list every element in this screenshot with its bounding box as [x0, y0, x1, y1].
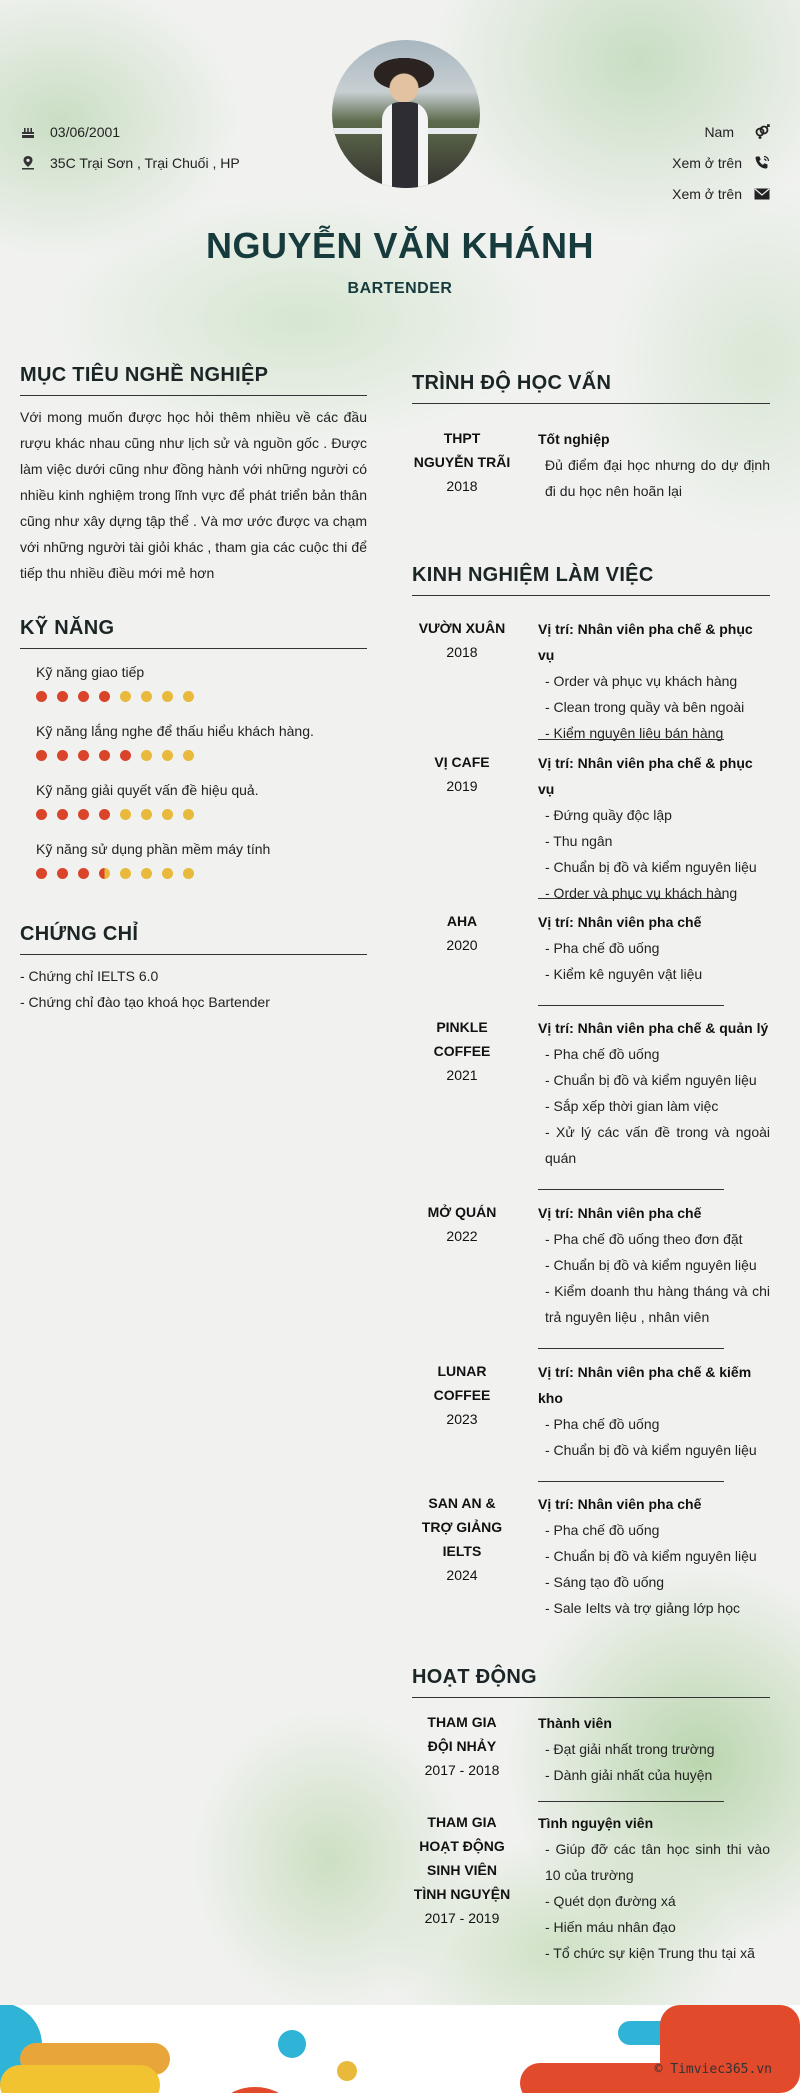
skill-dot — [36, 868, 47, 879]
skill-dot — [57, 691, 68, 702]
experience-org — [412, 1491, 512, 1587]
skill-dot — [141, 750, 152, 761]
education-status: Tốt nghiệp — [538, 431, 610, 447]
skill-dot — [78, 691, 89, 702]
certificate-item: - Chứng chỉ IELTS 6.0 — [20, 968, 159, 984]
experience-role: Vị trí: Nhân viên pha chế & kiếm kho — [538, 1364, 752, 1406]
experience-item: - Order và phục vụ khách hàng — [545, 885, 738, 901]
entry-separator — [538, 1481, 724, 1482]
phone-text: Xem ở trên — [672, 155, 742, 171]
cake-icon — [20, 124, 36, 140]
entry-separator — [538, 1189, 724, 1190]
skill-dot — [120, 868, 131, 879]
skill-rating — [36, 868, 194, 879]
skill-dot — [99, 809, 110, 820]
experience-item: - Kiểm nguyên liệu bán hàng — [545, 725, 724, 741]
skill-dot — [162, 809, 173, 820]
dob-text: 03/06/2001 — [50, 124, 121, 140]
experience-org-line: MỞ QUÁN — [427, 1204, 497, 1220]
skill-name: Kỹ năng lắng nghe để thấu hiểu khách hàng. — [36, 723, 314, 739]
skill-dot — [183, 750, 194, 761]
experience-item: - Order và phục vụ khách hàng — [545, 673, 738, 689]
skill-dot — [120, 750, 131, 761]
education-item: Đủ điểm đại học nhưng do dự định đi du học nên hoãn lại — [545, 457, 770, 499]
activities-item: - Giúp đỡ các tân học sinh thi vào 10 của trường — [545, 1841, 770, 1883]
experience-org-line: COFFEE — [433, 1387, 491, 1403]
experience-org — [412, 1200, 512, 1248]
skill-dot — [162, 750, 173, 761]
activities-item: - Dành giải nhất của huyện — [545, 1767, 713, 1783]
experience-role: Vị trí: Nhân viên pha chế & phục vụ — [538, 621, 753, 663]
experience-item: - Pha chế đồ uống theo đơn đặt — [545, 1231, 743, 1247]
experience-role: Vị trí: Nhân viên pha chế — [538, 1205, 702, 1221]
experience-item: - Sắp xếp thời gian làm việc — [545, 1098, 719, 1114]
experience-item: - Xử lý các vấn đề trong và ngoài quán — [545, 1124, 770, 1166]
skill-dot — [36, 809, 47, 820]
activities-org-line: SINH VIÊN — [426, 1862, 497, 1878]
experience-org — [412, 1359, 512, 1431]
activities-item: - Đạt giải nhất trong trường — [545, 1741, 715, 1757]
entry-separator — [538, 1005, 724, 1006]
experience-item: - Pha chế đồ uống — [545, 1046, 660, 1062]
activities-desc — [538, 1810, 770, 1966]
activities-item: - Tổ chức sự kiện Trung thu tại xã — [545, 1945, 755, 1961]
skill-dot — [36, 691, 47, 702]
footer-decoration — [0, 2005, 800, 2093]
activities-item: - Hiến máu nhân đạo — [545, 1919, 676, 1935]
skill-dot — [57, 750, 68, 761]
objective-text: Với mong muốn được học hỏi thêm nhiều về các đầu rượu khác nhau cũng như lịch sử và nguồn gốc . Được làm việc dưới cũng như đồng hành với những người có nhiều kinh nghiệm trong lĩnh vực để phát triển bản thân cũng như xây dựng tập thể . Và mơ ước được va chạm với những người tài giỏi khác , tham gia các cuộc thi để tiếp thu nhiều điều mới mẻ hơn — [20, 409, 367, 581]
experience-role: Vị trí: Nhân viên pha chế — [538, 914, 702, 930]
experience-org — [412, 750, 512, 798]
activities-heading: HOẠT ĐỘNG — [412, 1666, 770, 1698]
experience-desc — [538, 750, 770, 906]
activities-org — [412, 1810, 512, 1930]
school-name — [412, 426, 512, 498]
experience-org — [412, 909, 512, 957]
skill-dot — [141, 691, 152, 702]
experience-year: 2020 — [446, 937, 478, 953]
skill-dot — [120, 691, 131, 702]
education-desc — [538, 426, 770, 504]
experience-item: - Chuẩn bị đồ và kiểm nguyên liệu — [545, 1548, 757, 1564]
skill-dot — [57, 809, 68, 820]
activities-org — [412, 1710, 512, 1782]
experience-item: - Sale Ielts và trợ giảng lớp học — [545, 1600, 741, 1616]
experience-org-line: IELTS — [442, 1543, 482, 1559]
experience-year: 2023 — [446, 1411, 478, 1427]
activities-desc — [538, 1710, 770, 1788]
experience-org-line: AHA — [446, 913, 478, 929]
gender-row — [704, 124, 770, 140]
email-row — [672, 186, 770, 202]
experience-org-line: COFFEE — [433, 1043, 491, 1059]
experience-org-line: SAN AN & — [428, 1495, 496, 1511]
skill-dot — [162, 868, 173, 879]
skill-dot — [78, 809, 89, 820]
gender-icon — [754, 124, 770, 140]
experience-item: - Chuẩn bị đồ và kiểm nguyên liệu — [545, 859, 757, 875]
experience-role: Vị trí: Nhân viên pha chế & quản lý — [538, 1020, 769, 1036]
experience-item: - Thu ngân — [545, 833, 613, 849]
education-heading: TRÌNH ĐỘ HỌC VẤN — [412, 372, 770, 404]
experience-desc — [538, 1200, 770, 1330]
experience-item: - Kiểm kê nguyên vật liệu — [545, 966, 703, 982]
experience-item: - Pha chế đồ uống — [545, 940, 660, 956]
skill-name: Kỹ năng sử dụng phần mềm máy tính — [36, 841, 271, 857]
experience-year: 2022 — [446, 1228, 478, 1244]
experience-heading: KINH NGHIỆM LÀM VIỆC — [412, 564, 770, 596]
experience-year: 2024 — [446, 1567, 478, 1583]
skill-dot — [183, 868, 194, 879]
experience-item: - Chuẩn bị đồ và kiểm nguyên liệu — [545, 1442, 757, 1458]
entry-separator — [538, 1348, 724, 1349]
experience-item: - Sáng tạo đồ uống — [545, 1574, 665, 1590]
skill-dot — [99, 691, 110, 702]
skill-rating — [36, 691, 194, 702]
address-row — [20, 155, 240, 171]
experience-desc — [538, 616, 770, 746]
phone-row — [672, 155, 770, 171]
school-year: 2018 — [446, 478, 478, 494]
activities-item: - Quét dọn đường xá — [545, 1893, 676, 1909]
activities-org-line: HOẠT ĐỘNG — [419, 1838, 505, 1854]
experience-item: - Kiểm doanh thu hàng tháng và chi trả nguyên liệu , nhân viên — [545, 1283, 770, 1325]
phone-icon — [754, 155, 770, 171]
entry-separator — [538, 739, 724, 740]
experience-item: - Chuẩn bị đồ và kiểm nguyên liệu — [545, 1257, 757, 1273]
dob-row — [20, 124, 120, 140]
address-text: 35C Trại Sơn , Trại Chuối , HP — [50, 155, 240, 171]
skill-rating — [36, 809, 194, 820]
skill-dot — [78, 750, 89, 761]
experience-year: 2018 — [446, 644, 478, 660]
experience-year: 2021 — [446, 1067, 478, 1083]
experience-desc — [538, 1491, 770, 1621]
experience-org-line: VỊ CAFE — [434, 754, 490, 770]
entry-separator — [538, 898, 724, 899]
experience-org-line: LUNAR — [437, 1363, 487, 1379]
profile-photo — [332, 40, 480, 188]
experience-desc — [538, 909, 770, 987]
certificates-heading: CHỨNG CHỈ — [20, 923, 367, 955]
experience-role: Vị trí: Nhân viên pha chế & phục vụ — [538, 755, 753, 797]
experience-item: - Đứng quầy độc lập — [545, 807, 672, 823]
activities-org-line: THAM GIA — [427, 1714, 497, 1730]
job-title: BARTENDER — [347, 280, 453, 297]
experience-org-line: VƯỜN XUÂN — [418, 620, 506, 636]
experience-org — [412, 616, 512, 664]
skill-dot — [141, 868, 152, 879]
skill-dot — [183, 809, 194, 820]
experience-org — [412, 1015, 512, 1087]
entry-separator — [538, 1801, 724, 1802]
experience-role: Vị trí: Nhân viên pha chế — [538, 1496, 702, 1512]
objective-heading: MỤC TIÊU NGHỀ NGHIỆP — [20, 364, 367, 396]
skill-name: Kỹ năng giải quyết vấn đề hiệu quả. — [36, 782, 259, 798]
experience-item: - Clean trong quầy và bên ngoài — [545, 699, 745, 715]
skill-dot — [183, 691, 194, 702]
experience-item: - Chuẩn bị đồ và kiểm nguyên liệu — [545, 1072, 757, 1088]
activities-role: Thành viên — [538, 1715, 612, 1731]
certificate-item: - Chứng chỉ đào tạo khoá học Bartender — [20, 994, 270, 1010]
skill-name: Kỹ năng giao tiếp — [36, 664, 145, 680]
location-pin-icon — [20, 155, 36, 171]
experience-item: - Pha chế đồ uống — [545, 1522, 660, 1538]
school-line: THPT — [443, 430, 481, 446]
experience-item: - Pha chế đồ uống — [545, 1416, 660, 1432]
email-text: Xem ở trên — [672, 186, 742, 202]
experience-desc — [538, 1015, 770, 1171]
experience-org-line: PINKLE — [436, 1019, 488, 1035]
watermark: © Timviec365.vn — [654, 2062, 772, 2077]
skills-heading: KỸ NĂNG — [20, 617, 367, 649]
activities-year: 2017 - 2019 — [424, 1910, 500, 1926]
activities-year: 2017 - 2018 — [424, 1762, 500, 1778]
experience-org-line: TRỢ GIẢNG — [421, 1519, 503, 1535]
activities-org-line: ĐỘI NHẢY — [427, 1738, 497, 1754]
skill-dot — [141, 809, 152, 820]
skill-dot — [99, 750, 110, 761]
activities-role: Tình nguyện viên — [538, 1815, 654, 1831]
skill-dot — [162, 691, 173, 702]
skill-dot — [120, 809, 131, 820]
skill-rating — [36, 750, 194, 761]
experience-year: 2019 — [446, 778, 478, 794]
skill-dot — [57, 868, 68, 879]
skill-dot — [36, 750, 47, 761]
candidate-name: NGUYỄN VĂN KHÁNH — [205, 225, 595, 266]
school-line: NGUYỄN TRÃI — [413, 454, 511, 470]
activities-org-line: TÌNH NGUYỆN — [413, 1886, 511, 1902]
experience-desc — [538, 1359, 770, 1463]
envelope-icon — [754, 186, 770, 202]
skill-dot — [99, 868, 110, 879]
gender-text: Nam — [704, 124, 734, 140]
skill-dot — [78, 868, 89, 879]
activities-org-line: THAM GIA — [427, 1814, 497, 1830]
